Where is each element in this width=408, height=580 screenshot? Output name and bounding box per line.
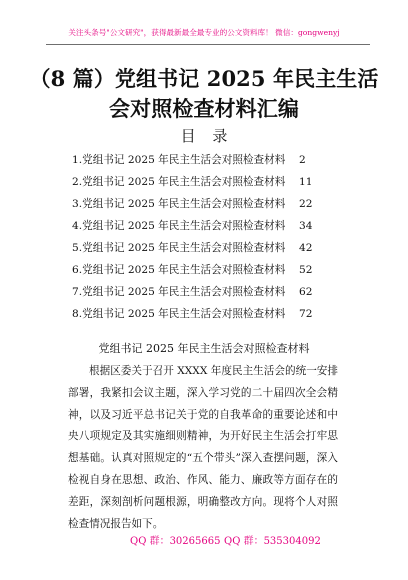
toc-entry-title: 4.党组书记 2025 年民主生活会对照检查材料: [72, 220, 286, 232]
table-of-contents: [0, 149, 408, 325]
toc-entry-page: 2: [299, 154, 306, 166]
promo-banner: 关注头条号"公文研究"，获得最新最全最专业的公文资料库！ 微信：gongwenyj: [68, 28, 340, 37]
toc-entry[interactable]: [0, 149, 408, 171]
toc-entry-title: 6.党组书记 2025 年民主生活会对照检查材料: [72, 264, 286, 276]
toc-entry-page: 72: [299, 308, 313, 320]
toc-entry-page: 11: [299, 176, 313, 188]
toc-entry-title: 3.党组书记 2025 年民主生活会对照检查材料: [72, 198, 286, 210]
toc-entry[interactable]: [0, 303, 408, 325]
toc-entry-title: 2.党组书记 2025 年民主生活会对照检查材料: [72, 176, 286, 188]
toc-entry[interactable]: [0, 237, 408, 259]
document-title: （8 篇）党组书记 2025 年民主生活会对照检查材料汇编: [29, 66, 379, 121]
toc-entry-page: 34: [299, 220, 313, 232]
header-divider: [46, 44, 370, 45]
toc-entry[interactable]: [0, 259, 408, 281]
toc-entry-title: 1.党组书记 2025 年民主生活会对照检查材料: [72, 154, 286, 166]
body-paragraph: 根据区委关于召开 XXXX 年度民主生活会的统一安排部署，我紧扣会议主题，深入学习党的二十届四次全会精神，以及习近平总书记关于党的自我革命的重要论述和中央八项规定及其实施细则精神，为开好民主生活会打牢思想基础。认真对照规定的“五个带头”深入查摆问题，深入检视自身在思想、政治、作风、能力、廉政等方面存在的差距，深刻剖析问题根源，明确整改方向。现将个人对照检查情况报告如下。: [68, 365, 338, 530]
toc-entry[interactable]: [0, 215, 408, 237]
toc-entry[interactable]: [0, 281, 408, 303]
toc-entry-page: 42: [299, 242, 313, 254]
toc-entry-title: 8.党组书记 2025 年民主生活会对照检查材料: [72, 308, 286, 320]
toc-heading: 目 录: [180, 127, 234, 145]
toc-entry-title: 5.党组书记 2025 年民主生活会对照检查材料: [72, 242, 286, 254]
toc-entry-page: 22: [299, 198, 313, 210]
qq-group-2: QQ 群：535304092: [224, 536, 321, 547]
toc-entry[interactable]: [0, 171, 408, 193]
toc-entry-title: 7.党组书记 2025 年民主生活会对照检查材料: [72, 286, 286, 298]
footer-contact: [0, 535, 408, 549]
toc-entry[interactable]: [0, 193, 408, 215]
toc-entry-page: 62: [299, 286, 313, 298]
qq-group-1: QQ 群：30265665: [130, 536, 221, 547]
section-title: 党组书记 2025 年民主生活会对照检查材料: [98, 342, 310, 355]
toc-entry-page: 52: [299, 264, 313, 276]
